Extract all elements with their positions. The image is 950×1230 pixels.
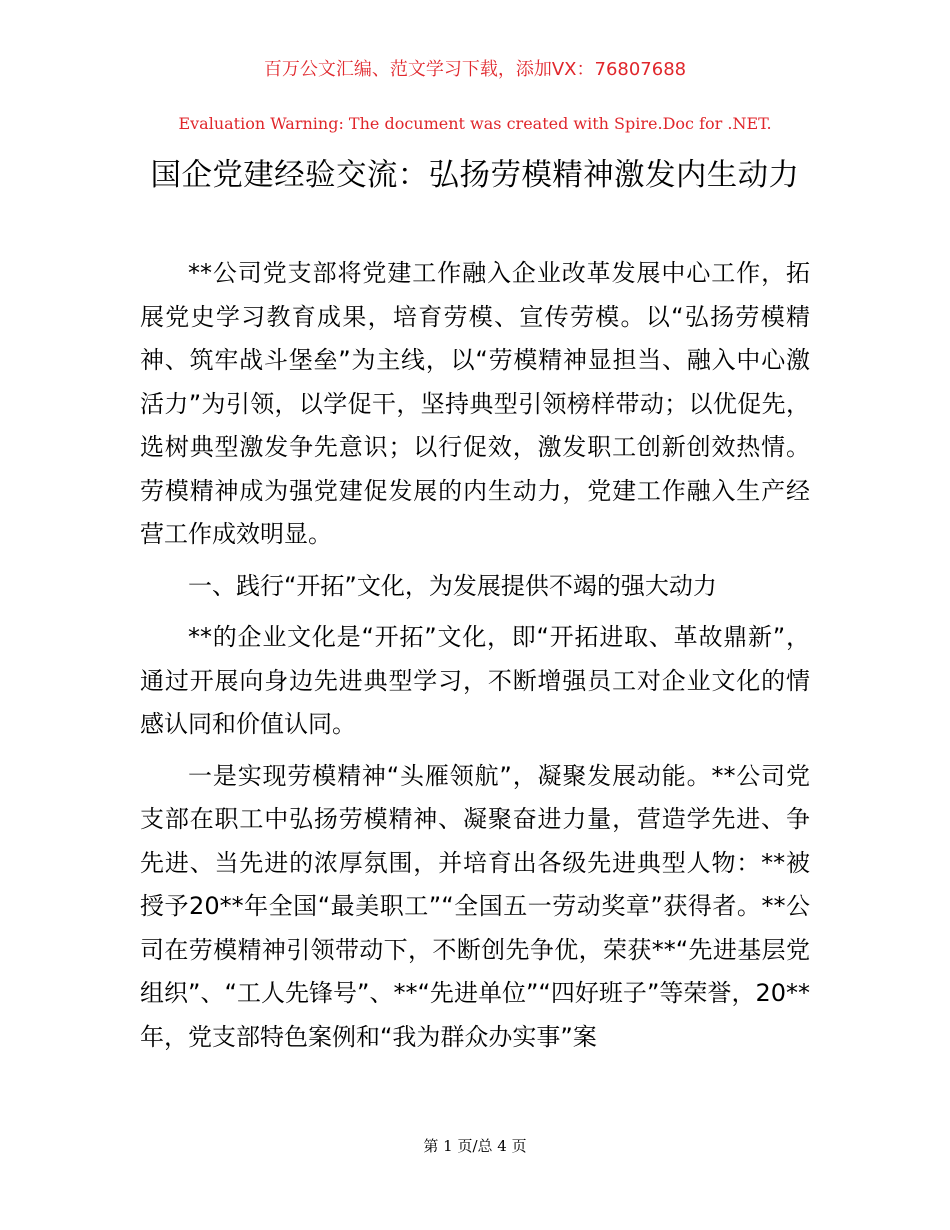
section-heading-1: 一、践行“开拓”文化，为发展提供不竭的强大动力 — [188, 571, 717, 600]
page-number: 第 1 页/总 4 页 — [423, 1137, 527, 1155]
document-title: 国企党建经验交流：弘扬劳模精神激发内生动力 — [150, 158, 800, 193]
paragraph-intro: **公司党支部将党建工作融入企业改革发展中心工作，拓展党史学习教育成果，培育劳模、宣传劳模。以“弘扬劳模精神、筑牢战斗堡垒”为主线，以“劳模精神显担当、融入中心激活力”为引领，以学促干，坚持典型引领榜样带动；以优促先，选树典型激发争先意识；以行促效，激发职工创新创效热情。劳模精神成为强党建促发展的内生动力，党建工作融入生产经营工作成效明显。 — [140, 259, 810, 548]
evaluation-warning: Evaluation Warning: The document was created with Spire.Doc for .NET. — [178, 114, 772, 133]
document-body — [140, 252, 810, 1067]
download-banner: 百万公文汇编、范文学习下载，添加VX：76807688 — [263, 59, 687, 80]
paragraph-culture: **的企业文化是“开拓”文化，即“开拓进取、革故鼎新”，通过开展向身边先进典型学习，不断增强员工对企业文化的情感认同和价值认同。 — [140, 623, 810, 738]
paragraph-model-workers: 一是实现劳模精神“头雁领航”，凝聚发展动能。**公司党支部在职工中弘扬劳模精神、凝聚奋进力量，营造学先进、争先进、当先进的浓厚氛围，并培育出各级先进典型人物：**被授予20**年全国“最美职工”“全国五一劳动奖章”获得者。**公司在劳模精神引领带动下，不断创先争优，荣获**“先进基层党组织”、“工人先锋号”、**“先进单位”“四好班子”等荣誉，20**年，党支部特色案例和“我为群众办实事”案 — [140, 761, 810, 1051]
